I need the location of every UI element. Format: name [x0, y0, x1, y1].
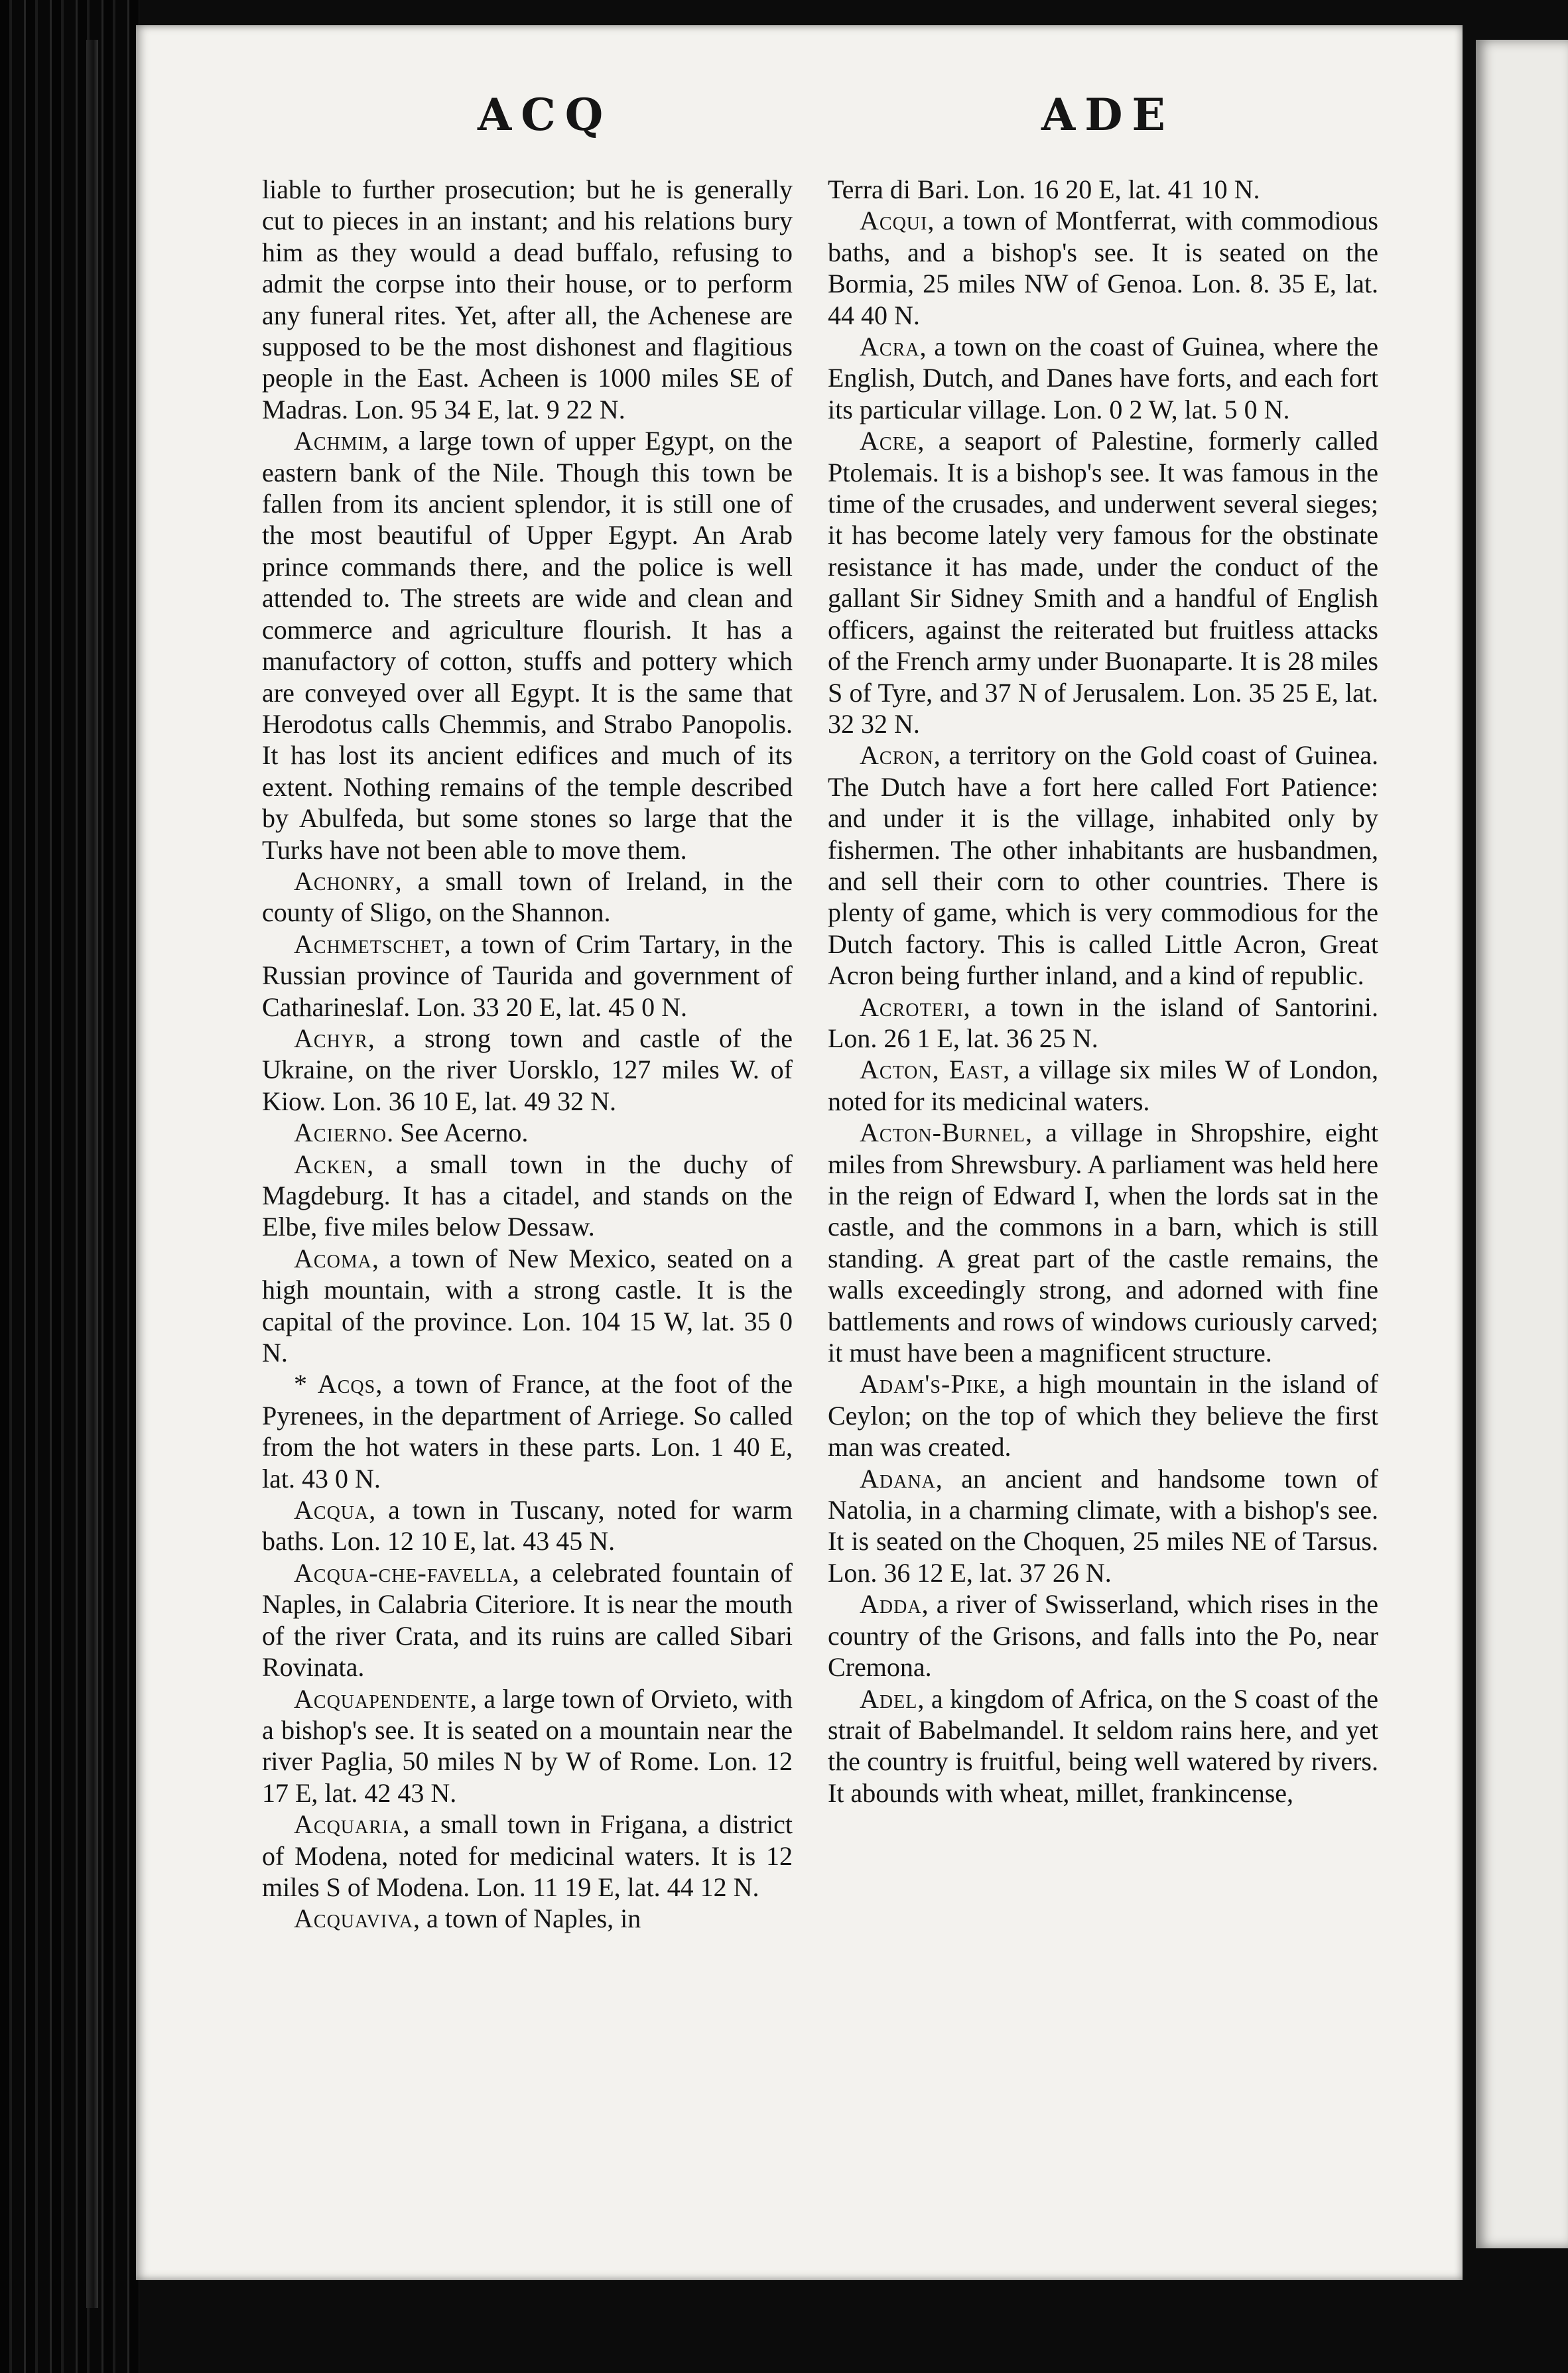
entry-acken	[262, 1149, 793, 1243]
entry-headword: Acken	[294, 1149, 367, 1179]
entry-text: Terra di Bari. Lon. 16 20 E, lat. 41 10 N.	[828, 174, 1260, 204]
running-head-left: ACQ	[478, 89, 613, 141]
entry-headword: Acre	[860, 426, 918, 456]
entry-text: , a small town in the duchy of Magdeburg. It has a citadel, and stands on the Elbe, five miles below Dessaw.	[262, 1149, 793, 1242]
entry-headword: Acra	[860, 332, 920, 362]
entry-headword: Achmim	[294, 426, 382, 456]
entry-acqua	[262, 1494, 793, 1557]
entry-achyr	[262, 1023, 793, 1117]
entry-achen_cont	[262, 174, 793, 425]
entry-acquaria	[262, 1809, 793, 1903]
entry-text: , a village in Shropshire, eight miles from Shrewsbury. A parliament was held here in the reign of Edward I, when the lords sat in the castle, and the commons in a barn, which is still standing. A great part of the castle remains, the walls exceedingly strong, and adorned with fine battlements and rows of windows curiously carved; it must have been a magnificent structure.	[828, 1118, 1378, 1368]
entry-acton_burnel	[828, 1117, 1378, 1368]
entry-acqui	[828, 205, 1378, 331]
entry-acqs	[262, 1368, 793, 1494]
entry-headword: Acron	[860, 740, 934, 771]
entry-text: . See Acerno.	[387, 1118, 529, 1148]
entry-headword: Achmetschet	[294, 929, 444, 959]
facing-page-edge	[1476, 40, 1568, 2248]
entry-headword: Acroteri	[860, 992, 964, 1022]
entry-headword: Adam's-Pike	[860, 1369, 1000, 1399]
entry-text: , a village six miles W of London, noted for its medicinal waters.	[828, 1055, 1378, 1116]
entry-acre	[828, 425, 1378, 739]
entry-headword: Achyr	[294, 1023, 368, 1053]
entry-text: , a high mountain in the island of Ceylon; on the top of which they believe the first man was created.	[828, 1369, 1378, 1462]
entry-headword: * Acqs	[294, 1369, 376, 1399]
entry-acton_east	[828, 1054, 1378, 1117]
entry-acquaviva	[262, 1903, 793, 1934]
entry-text: , a celebrated fountain of Naples, in Calabria Citeriore. It is near the mouth of the river Crata, and its ruins are called Sibari Rovinata.	[262, 1557, 793, 1683]
entry-text: , a town in the island of Santorini. Lon. 26 1 E, lat. 36 25 N.	[828, 992, 1378, 1053]
entry-adana	[828, 1463, 1378, 1589]
entry-text: , a strong town and castle of the Ukraine, on the river Uorsklo, 127 miles W. of Kiow. Lon. 36 10 E, lat. 49 32 N.	[262, 1023, 793, 1116]
binding-edge	[86, 40, 98, 2308]
entry-headword: Acquapendente	[294, 1683, 470, 1714]
entry-acquapendente	[262, 1683, 793, 1809]
entry-headword: Acton, East	[860, 1055, 1004, 1085]
entry-text: , an ancient and handsome town of Natolia, in a charming climate, with a bishop's see. It is seated on the Choquen, 25 miles NE of Tarsus. Lon. 36 12 E, lat. 37 26 N.	[828, 1463, 1378, 1588]
entry-text: , a territory on the Gold coast of Guinea. The Dutch have a fort here called Fort Patience: and under it is the village, inhabited only by fishermen. The other inhabitants are husbandmen, and sell their corn to other countries. There is plenty of game, which is very commodious for the Dutch factory. This is called Little Acron, Great Acron being further inland, and a kind of republic.	[828, 740, 1378, 991]
running-head-right: ADE	[1041, 89, 1175, 141]
entry-text: , a kingdom of Africa, on the S coast of the strait of Babelmandel. It seldom rains here, and yet the country is fruitful, being well watered by rivers. It abounds with wheat, millet, frankincense,	[828, 1683, 1378, 1808]
entry-headword: Acquaviva	[294, 1903, 413, 1934]
entry-headword: Acierno	[294, 1118, 387, 1148]
entry-acron	[828, 739, 1378, 991]
entry-text: , a large town of upper Egypt, on the eastern bank of the Nile. Though this town be fallen from its ancient splendor, it is still one of the most beautiful of Upper Egypt. An Arab prince commands there, and the police is well attended to. The streets are wide and clean and commerce and agriculture flourish. It has a manufactory of cotton, stuffs and pottery which are conveyed over all Egypt. It is the same that Herodotus calls Chemmis, and Strabo Panopolis. It has lost its ancient edifices and much of its extent. Nothing remains of the temple described by Abulfeda, but some stones so large that the Turks have not been able to move them.	[262, 426, 793, 865]
entry-text: , a town of Crim Tartary, in the Russian province of Taurida and government of Catharineslaf. Lon. 33 20 E, lat. 45 0 N.	[262, 929, 793, 1022]
entry-headword: Acqua-che-favella	[294, 1557, 513, 1588]
entry-headword: Acqui	[860, 206, 928, 236]
entry-adel	[828, 1683, 1378, 1809]
entry-text: , a river of Swisserland, which rises in the country of the Grisons, and falls into the Po, near Cremona.	[828, 1589, 1378, 1683]
entry-text: , a town in Tuscany, noted for warm baths. Lon. 12 10 E, lat. 43 45 N.	[262, 1495, 793, 1557]
entry-headword: Achonry	[294, 866, 395, 896]
entry-text: , a large town of Orvieto, with a bishop's see. It is seated on a mountain near the river Paglia, 50 miles N by W of Rome. Lon. 12 17 E, lat. 42 43 N.	[262, 1683, 793, 1808]
entry-achmetschet	[262, 929, 793, 1023]
entry-acroteri	[828, 992, 1378, 1055]
entry-headword: Acoma	[294, 1243, 372, 1273]
entry-headword: Adana	[860, 1463, 936, 1494]
entry-achmim	[262, 425, 793, 866]
entry-headword: Adel	[860, 1683, 918, 1714]
entry-text: , a seaport of Palestine, formerly called Ptolemais. It is a bishop's see. It was famous in the time of the crusades, and underwent several sieges; it has become lately very famous for the obstinate resistance it has made, under the conduct of the gallant Sir Sidney Smith and a handful of English officers, against the reiterated but fruitless attacks of the French army under Buonaparte. It is 28 miles S of Tyre, and 37 N of Jerusalem. Lon. 35 25 E, lat. 32 32 N.	[828, 426, 1378, 739]
entry-text: , a small town in Frigana, a district of Modena, noted for medicinal waters. It is 12 miles S of Modena. Lon. 11 19 E, lat. 44 12 N.	[262, 1809, 793, 1902]
entry-headword: Acquaria	[294, 1809, 403, 1840]
entry-acra	[828, 331, 1378, 425]
entry-text: , a small town of Ireland, in the county of Sligo, on the Shannon.	[262, 866, 793, 928]
entry-adda	[828, 1588, 1378, 1683]
entry-text: , a town of New Mexico, seated on a high mountain, with a strong castle. It is the capital of the province. Lon. 104 15 W, lat. 35 0 N.	[262, 1243, 793, 1368]
entry-headword: Adda	[860, 1589, 922, 1620]
entry-text: , a town of Naples, in	[413, 1903, 641, 1934]
entry-acoma	[262, 1243, 793, 1369]
entry-text: , a town of Montferrat, with commodious baths, and a bishop's see. It is seated on the Bormia, 25 miles NW of Genoa. Lon. 8. 35 E, lat. 44 40 N.	[828, 206, 1378, 330]
entry-acierno	[262, 1117, 793, 1148]
entry-text: liable to further prosecution; but he is generally cut to pieces in an instant; and his relations bury him as they would a dead buffalo, refusing to admit the corpse into their house, or to perform any funeral rites. Yet, after all, the Achenese are supposed to be the most dishonest and flagitious people in the East. Acheen is 1000 miles SE of Madras. Lon. 95 34 E, lat. 9 22 N.	[262, 174, 793, 424]
entry-headword: Acton-Burnel	[860, 1118, 1025, 1148]
right-text-column	[828, 174, 1378, 2216]
entry-acqua_che_favella	[262, 1557, 793, 1683]
entry-text: , a town on the coast of Guinea, where the English, Dutch, and Danes have forts, and each fort its particular village. Lon. 0 2 W, lat. 5 0 N.	[828, 332, 1378, 424]
entry-text: , a town of France, at the foot of the Pyrenees, in the department of Arriege. So called from the hot waters in these parts. Lon. 1 40 E, lat. 43 0 N.	[262, 1369, 793, 1494]
entry-adams_pike	[828, 1368, 1378, 1462]
entry-achonry	[262, 866, 793, 929]
left-text-column	[262, 174, 793, 2216]
book-binding	[0, 0, 139, 2373]
entry-acquaviva_cont	[828, 174, 1378, 205]
entry-headword: Acqua	[294, 1495, 369, 1525]
